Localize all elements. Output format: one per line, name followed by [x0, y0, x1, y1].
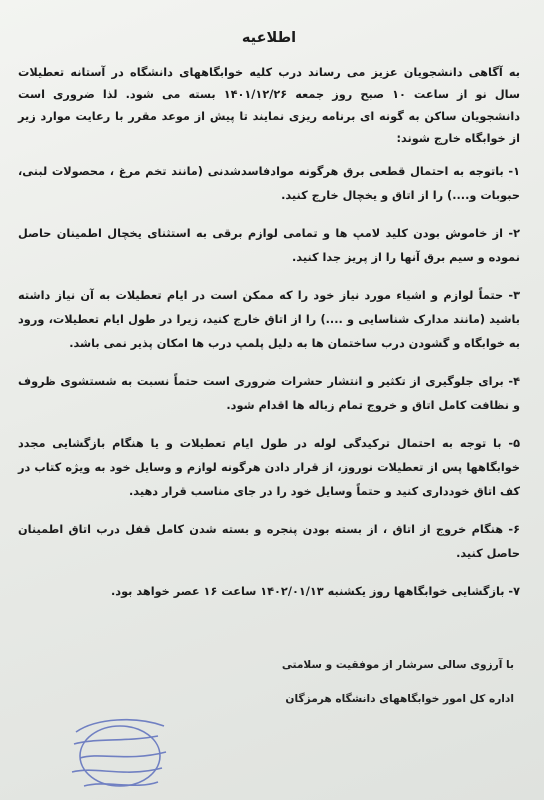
notice-title: اطلاعیه: [241, 30, 297, 46]
issuer-signature: اداره کل امور خوابگاههای دانشگاه هرمزگان: [285, 693, 514, 705]
notice-closing: [282, 648, 514, 716]
notice-item-4: ۴- برای جلوگیری از تکثیر و انتشار حشرات ضروری است حتماً نسبت به شستشوی ظروف و نظافت کامل اتاق و خروج تمام زباله ها اقدام شود.: [18, 375, 520, 412]
closing-wish: با آرزوی سالی سرشار از موفقیت و سلامتی: [281, 659, 514, 671]
notice-item-7: ۷- بازگشایی خوابگاهها روز یکشنبه ۱۴۰۲/۰۱/۱۳ ساعت ۱۶ عصر خواهد بود.: [111, 585, 520, 598]
notice-item-1: ۱- باتوجه به احتمال قطعی برق هرگونه موادفاسدشدنی (مانند تخم مرغ ، محصولات لبنی، حبوبات و....) را از اتاق و یخچال خارج کنید.: [18, 165, 520, 202]
notice-item-3: ۳- حتماً لوازم و اشیاء مورد نیاز خود را که ممکن است در ایام تعطیلات به آن نیاز داشته باشید (مانند مدارک شناسایی و ....) را از اتاق خارج کنید، زیرا در طول ایام تعطیلات، ورود به خوابگاه و گشودن درب ساختمان ها به دلیل پلمپ درب ها امکان پذیر نمی باشد.: [18, 289, 520, 350]
notice-intro: به آگاهی دانشجویان عزیز می رساند درب کلیه خوابگاههای دانشگاه در آستانه تعطیلات سال نو از ساعت ۱۰ صبح روز جمعه ۱۴۰۱/۱۲/۲۶ بسته می شود. لذا ضروری است دانشجویان ساکن به گونه ای برنامه ریزی نمایند تا پیش از موعد مقرر با رعایت موارد زیر از خوابگاه خارج شوند:: [18, 66, 521, 145]
notice-item-2: ۲- از خاموش بودن کلید لامپ ها و تمامی لوازم برقی به استثنای یخچال اطمینان حاصل نموده و سیم برق آنها را از پریز جدا کنید.: [18, 227, 520, 264]
official-stamp-icon: [66, 712, 176, 796]
notice-item-5: ۵- با توجه به احتمال ترکیدگی لوله در طول ایام تعطیلات و یا هنگام بازگشایی مجدد خوابگاهها پس از تعطیلات نوروز، از قرار دادن هرگونه لوازم و وسایل خود به ویژه کتاب در کف اتاق خودداری کنید و حتماً وسایل خود را در جای مناسب قرار دهید.: [18, 437, 520, 498]
notice-item-6: ۶- هنگام خروج از اتاق ، از بسته بودن پنجره و بسته شدن کامل قفل درب اتاق اطمینان حاصل کنید.: [18, 523, 520, 560]
notice-body: [18, 30, 520, 618]
